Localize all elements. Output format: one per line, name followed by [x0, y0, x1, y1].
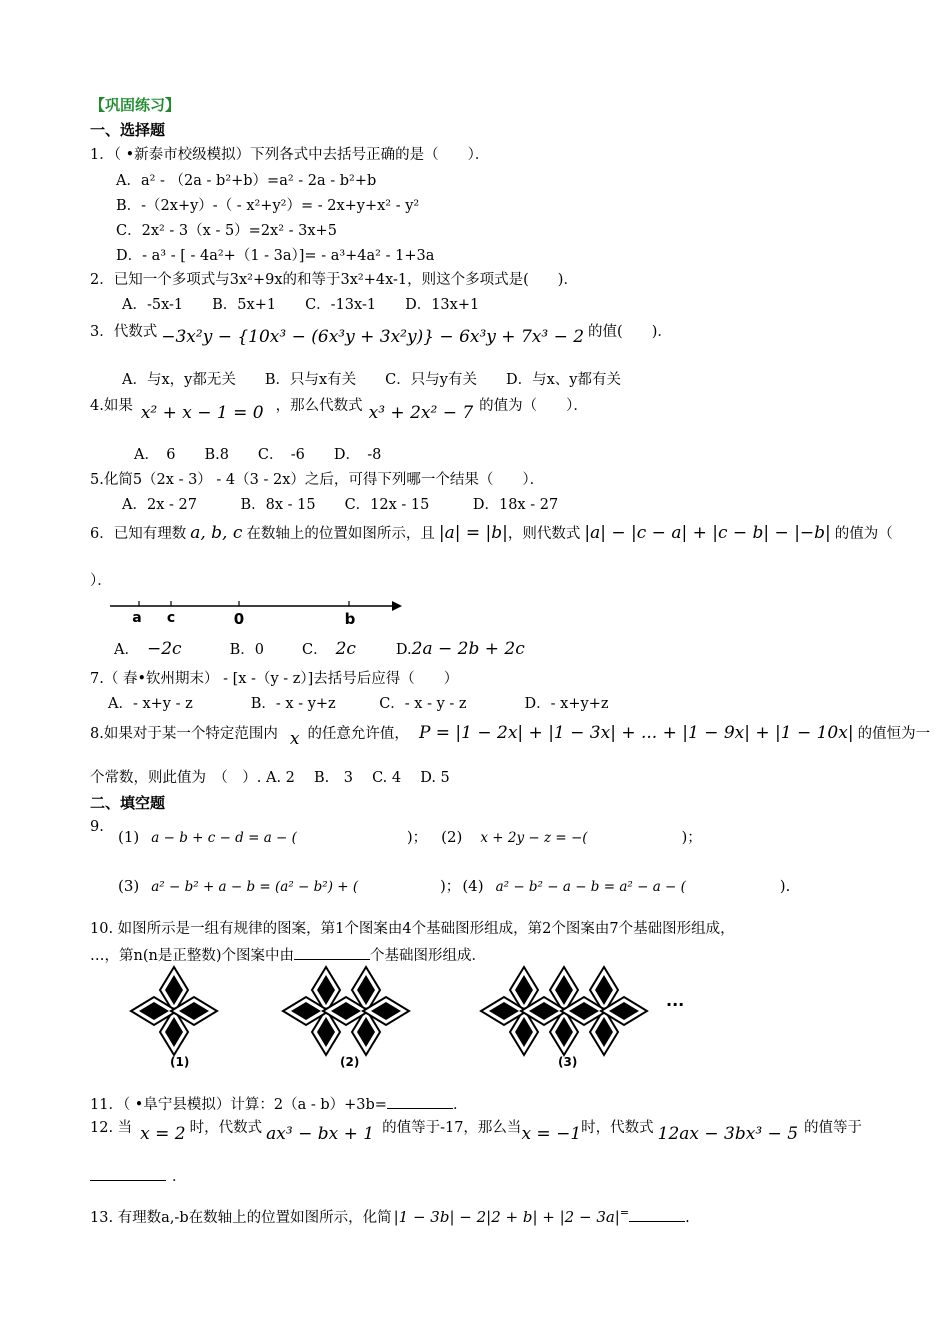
q12-stem — [90, 1118, 863, 1144]
q10-pattern-figure — [126, 960, 706, 1072]
pattern-ellipsis: ··· — [666, 995, 685, 1014]
q9-p2-tag: (2) — [441, 828, 463, 846]
q4-stem — [90, 396, 588, 423]
q9-p4: a² − b² − a − b = a² − a − ( — [495, 879, 686, 895]
arrow-head-icon — [392, 601, 402, 611]
q6-prefix: 6．已知有理数 — [90, 526, 187, 542]
q9-p3-end: )； — [440, 879, 461, 895]
q4-mid: ，那么代数式 — [275, 398, 363, 414]
q6-opt-c-math: 2c — [335, 639, 356, 659]
q1-option-d: D．- a³ - [ - 4a²+（1 - 3a）]= - a³+4a² - 1+3a — [116, 248, 435, 264]
q12-expr2: 12ax − 3bx³ − 5 — [657, 1124, 799, 1144]
q4-equation: x² + x − 1 = 0 — [140, 403, 264, 423]
q12-cond2: x = −1 — [521, 1124, 582, 1144]
practice-heading: 【巩固练习】 — [90, 96, 181, 114]
q6-opt-c: C． — [301, 642, 328, 658]
fig-label-3: (3) — [558, 1055, 578, 1069]
label-zero: 0 — [233, 610, 245, 628]
q11-answer-blank[interactable] — [387, 1094, 453, 1109]
q8-prefix: 8.如果对于某一个特定范围内 — [90, 726, 278, 742]
q4-suffix: 的值为（ ）． — [479, 398, 588, 414]
q3-suffix: 的值( )． — [588, 324, 672, 340]
q6-options — [114, 640, 525, 659]
q5-options: A．2x - 27 B．8x - 15 C．12x - 15 D．18x - 27 — [122, 497, 559, 513]
q8-var: x — [289, 729, 300, 749]
q13-prefix: 13. 有理数a,-b在数轴上的位置如图所示，化简 — [90, 1210, 392, 1226]
q12-p1: 12. 当 — [90, 1120, 133, 1136]
q11-text: 11．（ •阜宁县模拟）计算：2（a - b）+3b= — [90, 1097, 387, 1113]
q13-stem — [90, 1207, 690, 1228]
q9-num: 9. — [90, 819, 104, 835]
q10-line2a: …，第n(n是正整数)个图案中由 — [90, 948, 294, 964]
q6-opt-d: D. — [395, 642, 412, 658]
q12-p5: 的值等于 — [804, 1120, 863, 1136]
q9-p1-tag: (1) — [118, 828, 140, 846]
q9-p3-tag: (3) — [118, 877, 140, 895]
label-b: b — [344, 610, 356, 628]
q12-answer-line — [90, 1166, 187, 1186]
q7-options: A．- x+y - z B．- x - y+z C．- x - y - z D．- x+y+z — [108, 696, 609, 712]
label-a: a — [132, 610, 142, 626]
q6-mid2: ，则代数式 — [507, 526, 581, 542]
q2-stem: 2．已知一个多项式与3x²+9x的和等于3x²+4x-1，则这个多项式是( )． — [90, 272, 578, 288]
fig-label-2: (2) — [340, 1055, 360, 1069]
q9-row2 — [118, 877, 790, 896]
q10-line1: 10. 如图所示是一组有规律的图案，第1个图案由4个基础图形组成，第2个图案由7个基础图形组成， — [90, 921, 735, 937]
pattern-3 — [481, 967, 647, 1055]
q9-p3: a² − b² + a − b = (a² − b²) + ( — [151, 879, 359, 895]
q6-number-line — [108, 596, 408, 630]
q3-stem — [90, 322, 672, 347]
pattern-1 — [131, 967, 217, 1055]
q10-line2b: 个基础图形组成． — [370, 948, 486, 964]
q7-stem: 7.（ 春•钦州期末） - [x -（y - z）]去括号后应得（ ） — [90, 671, 459, 687]
q13-equals: = — [619, 1206, 630, 1219]
q6-stem — [90, 524, 893, 543]
q1-option-c: C．2x² - 3（x - 5）=2x² - 3x+5 — [116, 223, 337, 239]
q13-answer-blank[interactable] — [629, 1207, 685, 1222]
q12-answer-blank[interactable] — [90, 1166, 166, 1181]
q3-options: A．与x，y都无关 B．只与x有关 C．只与y有关 D．与x、y都有关 — [122, 372, 621, 388]
q8-stem — [90, 723, 931, 749]
q12-p2: 时，代数式 — [189, 1120, 263, 1136]
q8-cont: 个常数，则此值为 （ ）. A. 2 B. 3 C. 4 D. 5 — [90, 770, 450, 786]
q1-stem: 1．（ •新泰市校级模拟）下列各式中去括号正确的是（ ）． — [90, 147, 490, 163]
q9-p1-end: )； — [406, 830, 428, 846]
q6-opt-b: B．0 — [229, 642, 264, 658]
q11-end: ． — [452, 1097, 468, 1113]
q13-end: . — [685, 1210, 690, 1226]
q6-mid: 在数轴上的位置如图所示，且 — [246, 526, 435, 542]
q11 — [90, 1094, 467, 1114]
q2-options: A．-5x-1 B．5x+1 C．-13x-1 D．13x+1 — [122, 297, 480, 313]
q6-opt-a-math: −2c — [146, 639, 182, 659]
label-c: c — [166, 610, 176, 626]
q6-cont: ）． — [90, 573, 112, 589]
q3-expression: −3x²y − {10x³ − (6x³y + 3x²y)} − 6x³y + 7x³ − 2 — [161, 327, 585, 347]
pattern-2 — [283, 967, 409, 1055]
q5-stem: 5.化简5（2x - 3） - 4（3 - 2x）之后，可得下列哪一个结果（ ）． — [90, 472, 545, 488]
q6-suffix: 的值为（ — [834, 526, 893, 542]
q9-p4-tag: (4) — [462, 877, 484, 895]
section-choice-heading: 一、选择题 — [90, 121, 166, 139]
q6-vars: a, b, c — [190, 523, 243, 543]
fig-label-1: (1) — [170, 1055, 190, 1069]
q6-condition: |a| = |b| — [438, 523, 508, 543]
q9-p4-end: ). — [779, 879, 791, 895]
q1-option-a: A．a² - （2a - b²+b）=a² - 2a - b²+b — [116, 173, 377, 189]
q9-row1 — [118, 828, 702, 847]
q4-options: A． 6 B.8 C． -6 D． -8 — [134, 447, 382, 463]
q3-prefix: 3．代数式 — [90, 324, 158, 340]
section-fill-heading: 二、填空题 — [90, 794, 166, 812]
q12-cond1: x = 2 — [140, 1124, 186, 1144]
q9-p2: x + 2y − z = −( — [480, 830, 588, 846]
q4-expression: x³ + 2x² − 7 — [368, 403, 474, 423]
q8-suffix: 的值恒为一 — [857, 726, 931, 742]
q4-prefix: 4.如果 — [90, 398, 133, 414]
q8-mid: 的任意允许值， — [307, 726, 409, 742]
q6-expression: |a| − |c − a| + |c − b| − |−b| — [584, 523, 831, 543]
q12-expr1: ax³ − bx + 1 — [266, 1124, 375, 1144]
q13-expression: |1 − 3b| − 2|2 + b| + |2 − 3a| — [393, 1208, 620, 1226]
q12-p3: 的值等于-17，那么当 — [382, 1120, 522, 1136]
q6-opt-a: A． — [114, 642, 139, 658]
q9-p2-end: )； — [681, 830, 702, 846]
q10-answer-blank[interactable] — [294, 945, 370, 960]
q6-opt-d-math: 2a − 2b + 2c — [411, 639, 525, 659]
q8-expression: P = |1 − 2x| + |1 − 3x| + ... + |1 − 9x| + |1 − 10x| — [418, 723, 854, 743]
q12-p4: 时，代数式 — [581, 1120, 654, 1136]
q1-option-b: B．-（2x+y）-（ - x²+y²）= - 2x+y+x² - y² — [116, 198, 420, 214]
q12-end: ． — [172, 1169, 187, 1185]
q9-p1: a − b + c − d = a − ( — [151, 830, 297, 846]
